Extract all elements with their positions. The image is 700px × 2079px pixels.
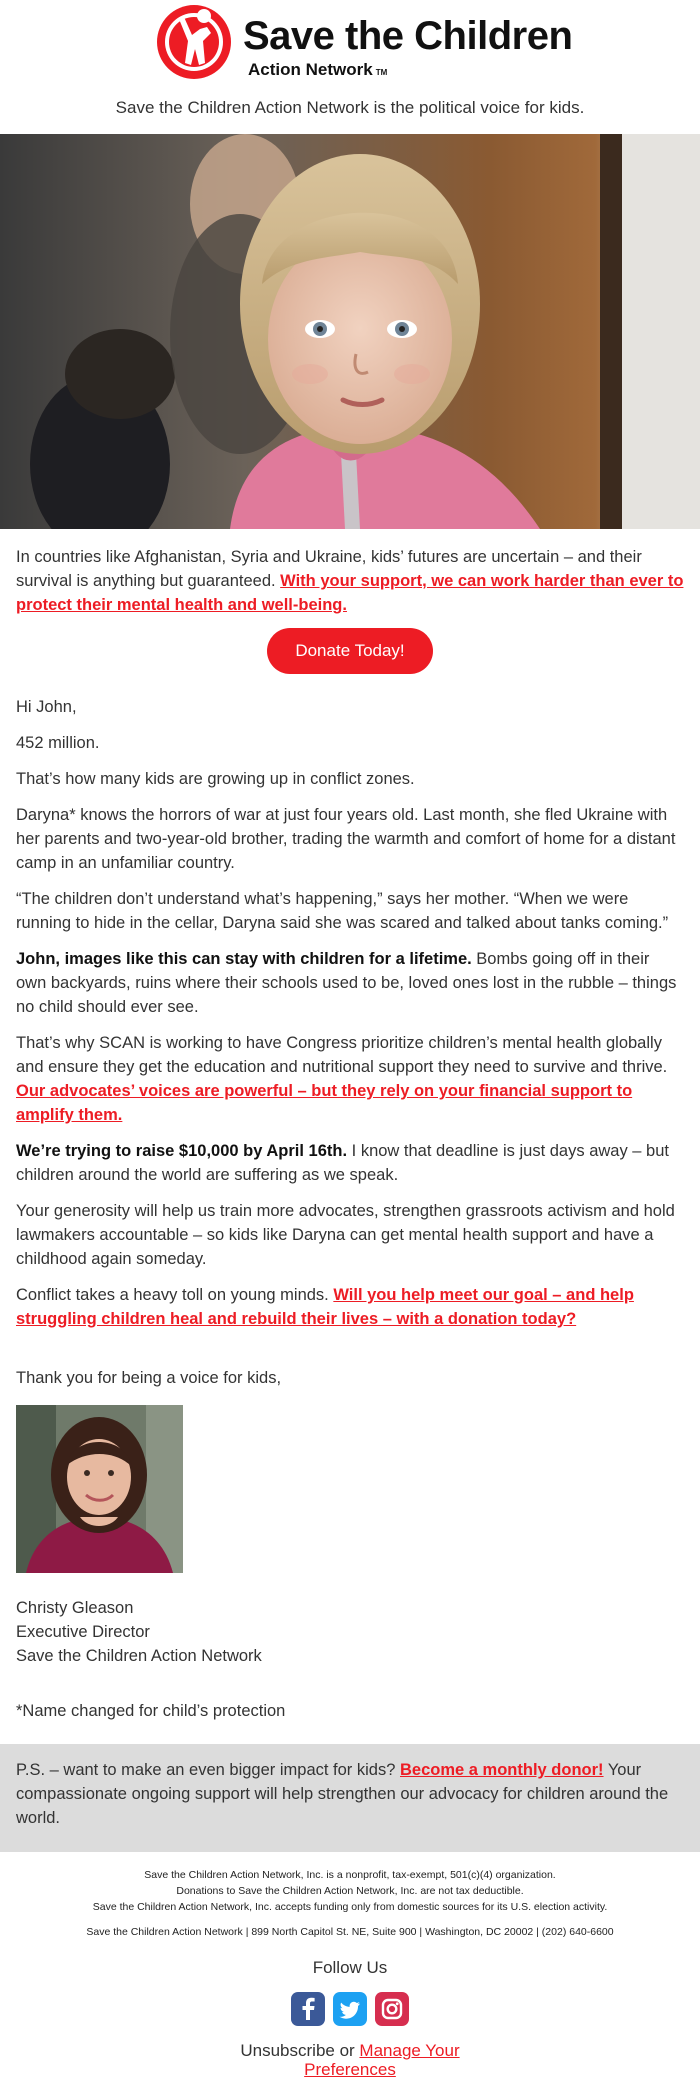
story-paragraph-5 xyxy=(16,1139,684,1187)
ps-text xyxy=(16,1758,684,1830)
story-paragraph-6: Your generosity will help us train more advocates, strengthen grassroots activism and hold lawmakers accountable – so kids like Daryna can get mental health support and have a childhood again someday. xyxy=(16,1202,675,1268)
manage-preferences-link-part-1[interactable]: Manage Your xyxy=(359,2041,460,2060)
save-the-children-logo-icon[interactable] xyxy=(155,3,233,81)
story-paragraph-4 xyxy=(16,1031,684,1127)
twitter-glyph xyxy=(333,1992,367,2026)
greeting: Hi John, xyxy=(16,698,77,716)
story-paragraph-5-text: I know that deadline is just days away – but children around the world are suffering as we speak. xyxy=(16,1142,669,1184)
header xyxy=(0,0,700,88)
closing-line: Thank you for being a voice for kids, xyxy=(16,1369,282,1387)
signer-photo-illustration xyxy=(16,1405,183,1573)
footer-address: Save the Children Action Network | 899 North Capitol St. NE, Suite 900 | Washington, DC 20002 | (202) 640-6600 xyxy=(86,1926,614,1938)
story-paragraph-2: “The children don’t understand what’s happening,” says her mother. “When we were running to hide in the cellar, Daryna said she was scared and talked about tanks coming.” xyxy=(16,890,669,932)
story-paragraph-3-text: Bombs going off in their own backyards, ruins where their schools used to be, loved ones lost in the rubble – things no child should ever see. xyxy=(16,950,677,1016)
footer-legal-line-2: Donations to Save the Children Action Network, Inc. are not tax deductible. xyxy=(176,1885,524,1897)
story-paragraph-7 xyxy=(16,1283,684,1331)
logo-subtitle xyxy=(248,60,387,80)
signer-name: Christy Gleason xyxy=(16,1599,134,1617)
footer-legal-line-3: Save the Children Action Network, Inc. accepts funding only from domestic sources for its U.S. election activity. xyxy=(92,1901,608,1913)
monthly-donor-link[interactable]: Become a monthly donor! xyxy=(400,1761,604,1779)
goal-bold-text: We’re trying to raise $10,000 by April 16th. xyxy=(16,1142,348,1160)
facebook-icon[interactable] xyxy=(291,1992,325,2026)
instagram-icon[interactable] xyxy=(375,1992,409,2026)
facebook-glyph xyxy=(291,1992,325,2026)
stat-figure: 452 million. xyxy=(16,734,100,752)
signer-title: Executive Director xyxy=(16,1623,150,1641)
intro-link[interactable]: With your support, we can work harder than ever to protect their mental health and well-being. xyxy=(16,572,684,614)
logo-trademark: TM xyxy=(375,68,388,77)
signer-photo xyxy=(16,1405,183,1573)
story-paragraph-4-text: That’s why SCAN is working to have Congress prioritize children’s mental health globally and ensure they get the education and nutritional support they need to survive and thrive. xyxy=(16,1034,668,1076)
follow-us-label: Follow Us xyxy=(312,1958,388,1977)
footer-legal-line-1: Save the Children Action Network, Inc. is a nonprofit, tax-exempt, 501(c)(4) organization. xyxy=(144,1869,556,1881)
story-paragraph-3-bold: John, images like this can stay with children for a lifetime. xyxy=(16,950,472,968)
unsubscribe-area xyxy=(0,2041,700,2079)
intro-paragraph xyxy=(16,545,684,617)
logo-subtitle-text: Action Network xyxy=(248,60,373,79)
ps-box xyxy=(0,1744,700,1852)
twitter-icon[interactable] xyxy=(333,1992,367,2026)
ps-rest-text: Your compassionate ongoing support will help strengthen our advocacy for children around the world. xyxy=(16,1761,669,1827)
intro-text: In countries like Afghanistan, Syria and Ukraine, kids’ futures are uncertain – and their survival is anything but guaranteed. xyxy=(16,548,642,590)
donate-today-button[interactable]: Donate Today! xyxy=(267,628,433,674)
unsubscribe-text: Unsubscribe or xyxy=(240,2041,360,2060)
donation-link[interactable]: Will you help meet our goal – and help struggling children heal and rebuild their lives – with a donation today? xyxy=(16,1286,634,1328)
footnote: *Name changed for child’s protection xyxy=(16,1702,286,1720)
manage-preferences-link-part-2[interactable]: Preferences xyxy=(304,2060,396,2079)
story-paragraph-1: Daryna* knows the horrors of war at just four years old. Last month, she fled Ukraine with her parents and two-year-old brother, trading the warmth and comfort of home for a distant camp in an unfamiliar country. xyxy=(16,806,676,872)
instagram-glyph xyxy=(375,1992,409,2026)
ps-intro-text: P.S. – want to make an even bigger impact for kids? xyxy=(16,1761,400,1779)
advocates-link[interactable]: Our advocates’ voices are powerful – but they rely on your financial support to amplify them. xyxy=(16,1082,633,1124)
stat-line: That’s how many kids are growing up in conflict zones. xyxy=(16,770,415,788)
story-paragraph-7-text: Conflict takes a heavy toll on young minds. xyxy=(16,1286,334,1304)
hero-photo[interactable] xyxy=(0,134,700,529)
tagline: Save the Children Action Network is the political voice for kids. xyxy=(115,98,585,117)
hero-photo-illustration xyxy=(0,134,700,529)
signer-organization: Save the Children Action Network xyxy=(16,1647,262,1665)
logo-title: Save the Children xyxy=(243,14,573,58)
story-paragraph-3 xyxy=(16,947,684,1019)
